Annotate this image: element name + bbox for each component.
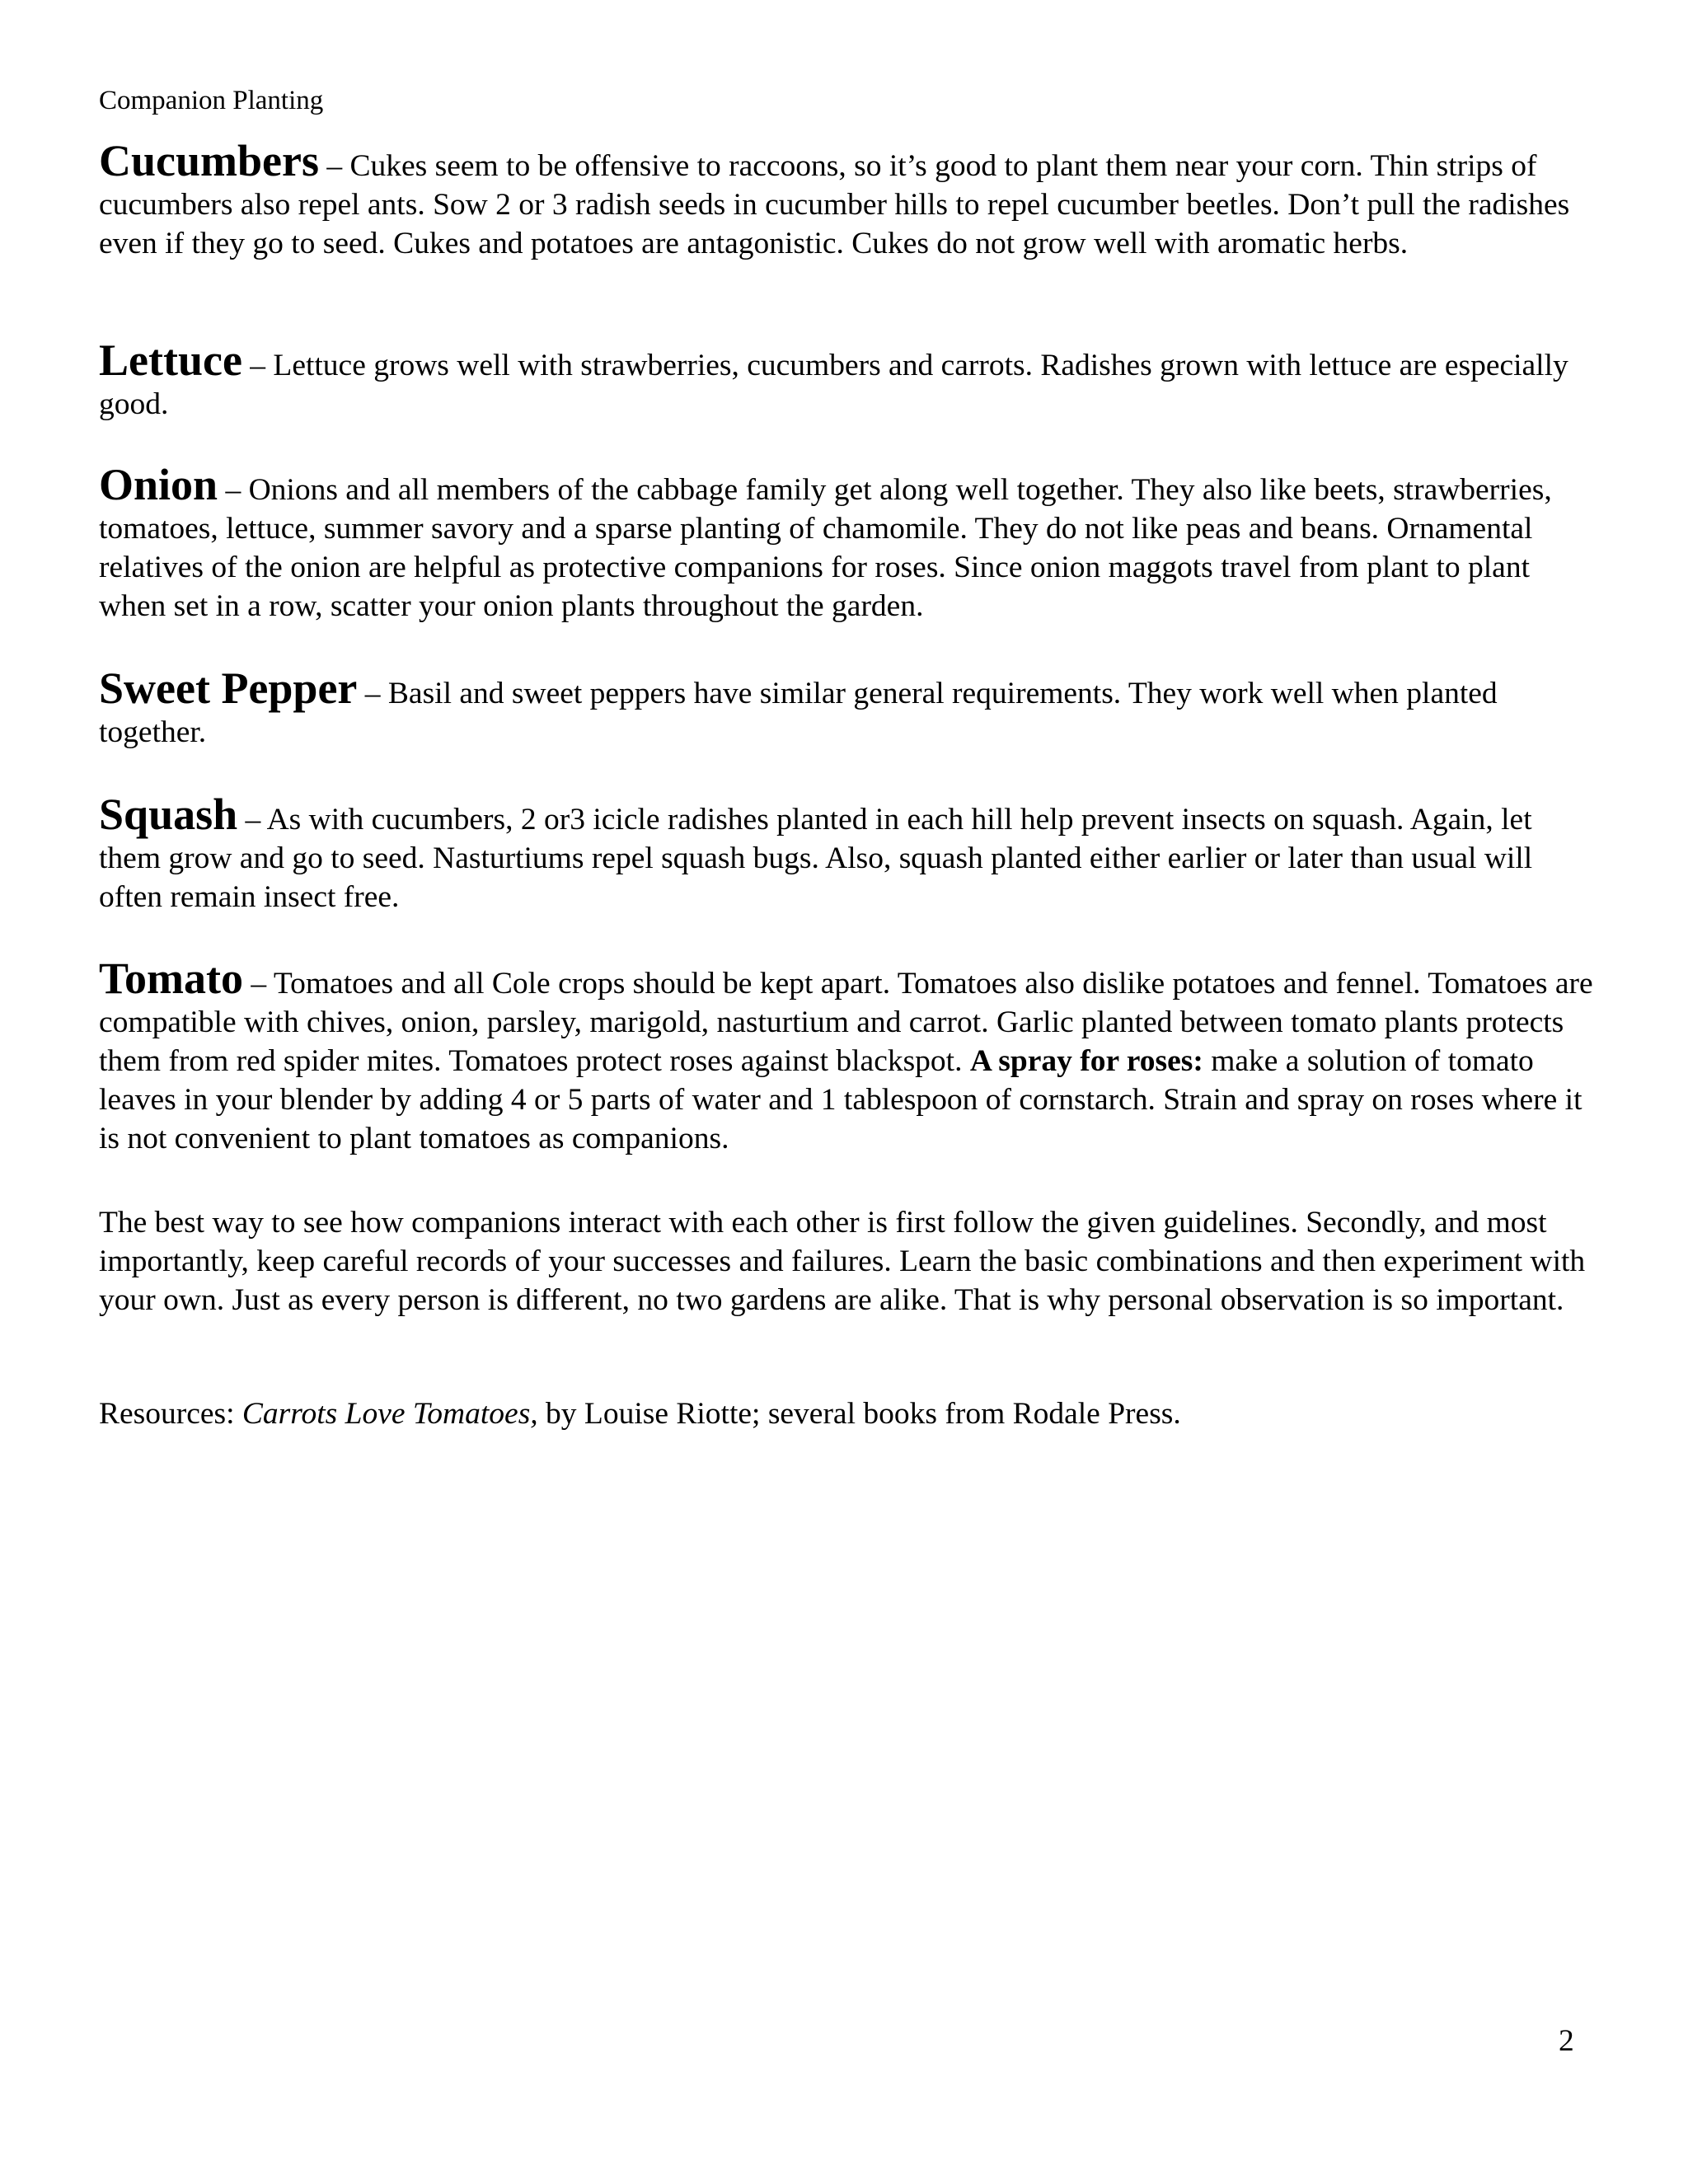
running-header: Companion Planting [99,86,324,115]
entry-term: Squash [99,790,238,839]
page-number: 2 [1559,2024,1574,2058]
entry-sweet-pepper [99,663,1595,752]
entry-text: – Lettuce grows well with strawberries, cucumbers and carrots. Radishes grown with lettuce are especially good. [99,349,1568,421]
book-title: Carrots Love Tomatoes, [241,1397,538,1431]
spray-for-roses-label: A spray for roses: [969,1044,1203,1078]
entry-onion [99,460,1595,626]
entry-term: Sweet Pepper [99,663,358,713]
resources-rest: by Louise Riotte; several books from Rodale Press. [537,1397,1181,1431]
closing-paragraph: The best way to see how companions interact with each other is first follow the given guidelines. Secondly, and most importantly, keep careful records of your successes and failures. Learn the basic combinations and then experiment with your own. Just as every person is different, no two gardens are alike. That is why personal observation is so important. [99,1206,1586,1317]
entry-term: Tomato [99,954,244,1003]
entry-text: – Cukes seem to be offensive to raccoons, so it’s good to plant them near your corn. Thin strips of cucumbers also repel ants. Sow 2 or 3 radish seeds in cucumber hills to repel cucumber beetles. Don’t pull the radishes even if they go to seed. Cukes and potatoes are antagonistic. Cukes do not grow well with aromatic herbs. [99,149,1570,260]
entry-term: Onion [99,460,218,509]
entry-text: – Basil and sweet peppers have similar general requirements. They work well when planted together. [99,677,1498,749]
entry-lettuce [99,335,1595,424]
entry-tomato [99,954,1595,1158]
entry-term: Cucumbers [99,136,319,185]
entry-text: – As with cucumbers, 2 or3 icicle radishes planted in each hill help prevent insects on squash. Again, let them grow and go to seed. Nasturtiums repel squash bugs. Also, squash planted either earlier or later than usual will often remain insect free. [99,803,1533,914]
entry-text: – Tomatoes and all Cole crops should be kept apart. Tomatoes also dislike potatoes and fennel. Tomatoes are compatible with chives, onion, parsley, marigold, nasturtium and carrot. Garlic planted between tomato plants protects them from red spider mites. Tomatoes protect roses against blackspot. [99,967,1593,1078]
resources-label: Resources: [99,1397,242,1431]
resources-line [99,1394,1595,1433]
entry-text: make a solution of tomato leaves in your blender by adding 4 or 5 parts of water and 1 tablespoon of cornstarch. Strain and spray on roses where it is not convenient to plant tomatoes as companions. [99,1044,1582,1155]
entry-cucumbers [99,136,1595,263]
entry-text: – Onions and all members of the cabbage family get along well together. They also like beets, strawberries, tomatoes, lettuce, summer savory and a sparse planting of chamomile. They do not like peas and beans. Ornamental relatives of the onion are helpful as protective companions for roses. Since onion maggots travel from plant to plant when set in a row, scatter your onion plants throughout the garden. [99,473,1552,623]
entry-squash [99,790,1595,916]
entry-term: Lettuce [99,335,242,385]
